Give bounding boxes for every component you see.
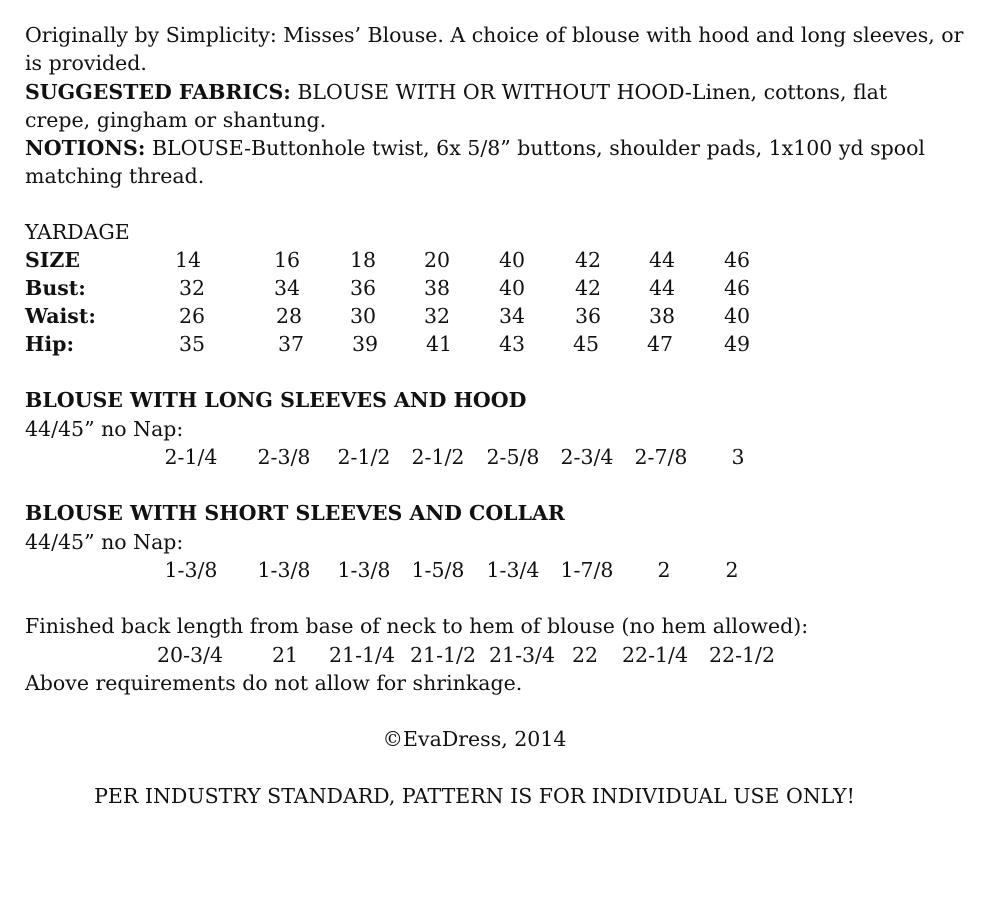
back-length-cell: 21: [271, 643, 299, 667]
fabrics-line-2: crepe, gingham or shantung.: [25, 108, 327, 132]
bust-cell: 34: [273, 276, 301, 300]
back-length-cell: 22: [571, 643, 599, 667]
notions-line-1: [25, 134, 925, 162]
hip-cell: 43: [498, 332, 526, 356]
waist-cell: 28: [275, 304, 303, 328]
yardage-heading: YARDAGE: [25, 220, 130, 244]
bust-cell: 44: [648, 276, 676, 300]
hip-row-label: Hip:: [25, 332, 75, 356]
short-sleeves-fabric: 44/45” no Nap:: [25, 530, 184, 554]
copyright: ©EvaDress, 2014: [382, 727, 567, 751]
bust-cell: 40: [498, 276, 526, 300]
waist-row: [0, 302, 981, 330]
short-sleeves-row: [0, 556, 981, 584]
waist-cell: 26: [178, 304, 206, 328]
short-sleeves-cell: 1-3/8: [257, 558, 311, 582]
waist-row-label: Waist:: [25, 304, 96, 328]
hip-cell: 47: [646, 332, 674, 356]
short-sleeves-cell: 1-3/8: [337, 558, 391, 582]
size-cell: 42: [574, 248, 602, 272]
usage-notice: PER INDUSTRY STANDARD, PATTERN IS FOR INDIVIDUAL USE ONLY!: [94, 784, 855, 808]
waist-cell: 40: [723, 304, 751, 328]
shrinkage-note: Above requirements do not allow for shrinkage.: [25, 671, 523, 695]
hip-row: [0, 330, 981, 358]
back-length-cell: 21-1/2: [409, 643, 476, 667]
size-cell: 18: [349, 248, 377, 272]
hip-cell: 37: [277, 332, 305, 356]
bust-cell: 42: [574, 276, 602, 300]
fabrics-label: SUGGESTED FABRICS:: [25, 80, 291, 104]
size-row: [0, 246, 981, 274]
size-cell: 16: [273, 248, 301, 272]
short-sleeves-cell: 1-7/8: [560, 558, 614, 582]
waist-cell: 30: [349, 304, 377, 328]
hip-cell: 35: [178, 332, 206, 356]
long-sleeves-cell: 2-3/8: [257, 445, 311, 469]
size-cell: 44: [648, 248, 676, 272]
short-sleeves-cell: 2: [657, 558, 671, 582]
long-sleeves-cell: 2-1/2: [337, 445, 391, 469]
waist-cell: 36: [574, 304, 602, 328]
hip-cell: 45: [572, 332, 600, 356]
waist-cell: 38: [648, 304, 676, 328]
short-sleeves-cell: 1-3/8: [164, 558, 218, 582]
long-sleeves-cell: 2-5/8: [486, 445, 540, 469]
waist-cell: 32: [423, 304, 451, 328]
size-row-label: SIZE: [25, 248, 80, 272]
bust-cell: 36: [349, 276, 377, 300]
bust-cell: 38: [423, 276, 451, 300]
notions-line-2: matching thread.: [25, 164, 205, 188]
size-cell: 46: [723, 248, 751, 272]
back-length-cell: 20-3/4: [156, 643, 223, 667]
waist-cell: 34: [498, 304, 526, 328]
bust-cell: 46: [723, 276, 751, 300]
hip-cell: 49: [723, 332, 751, 356]
back-length-label: Finished back length from base of neck to hem of blouse (no hem allowed):: [25, 614, 809, 638]
back-length-cell: 21-3/4: [488, 643, 555, 667]
long-sleeves-cell: 2-1/2: [411, 445, 465, 469]
short-sleeves-cell: 2: [725, 558, 739, 582]
back-length-cell: 22-1/4: [621, 643, 688, 667]
long-sleeves-heading: BLOUSE WITH LONG SLEEVES AND HOOD: [25, 388, 527, 412]
size-cell: 40: [498, 248, 526, 272]
fabrics-line-1: [25, 78, 887, 106]
long-sleeves-cell: 2-3/4: [560, 445, 614, 469]
hip-cell: 41: [425, 332, 453, 356]
short-sleeves-cell: 1-3/4: [486, 558, 540, 582]
short-sleeves-cell: 1-5/8: [411, 558, 465, 582]
notions-text: BLOUSE-Buttonhole twist, 6x 5/8” buttons, shoulder pads, 1x100 yd spool: [145, 136, 925, 160]
bust-row-label: Bust:: [25, 276, 86, 300]
back-length-row: [0, 641, 981, 669]
long-sleeves-cell: 2-1/4: [164, 445, 218, 469]
short-sleeves-heading: BLOUSE WITH SHORT SLEEVES AND COLLAR: [25, 501, 565, 525]
hip-cell: 39: [351, 332, 379, 356]
fabrics-text: BLOUSE WITH OR WITHOUT HOOD-Linen, cottons, flat: [290, 80, 888, 104]
long-sleeves-fabric: 44/45” no Nap:: [25, 417, 184, 441]
intro-line-2: is provided.: [25, 51, 147, 75]
intro-line-1: Originally by Simplicity: Misses’ Blouse. A choice of blouse with hood and long sleeves, or: [25, 23, 964, 47]
back-length-cell: 22-1/2: [708, 643, 775, 667]
long-sleeves-cell: 2-7/8: [634, 445, 688, 469]
notions-label: NOTIONS:: [25, 136, 146, 160]
size-cell: 20: [423, 248, 451, 272]
bust-cell: 32: [178, 276, 206, 300]
bust-row: [0, 274, 981, 302]
long-sleeves-row: [0, 443, 981, 471]
long-sleeves-cell: 3: [731, 445, 745, 469]
size-cell: 14: [174, 248, 202, 272]
back-length-cell: 21-1/4: [328, 643, 395, 667]
